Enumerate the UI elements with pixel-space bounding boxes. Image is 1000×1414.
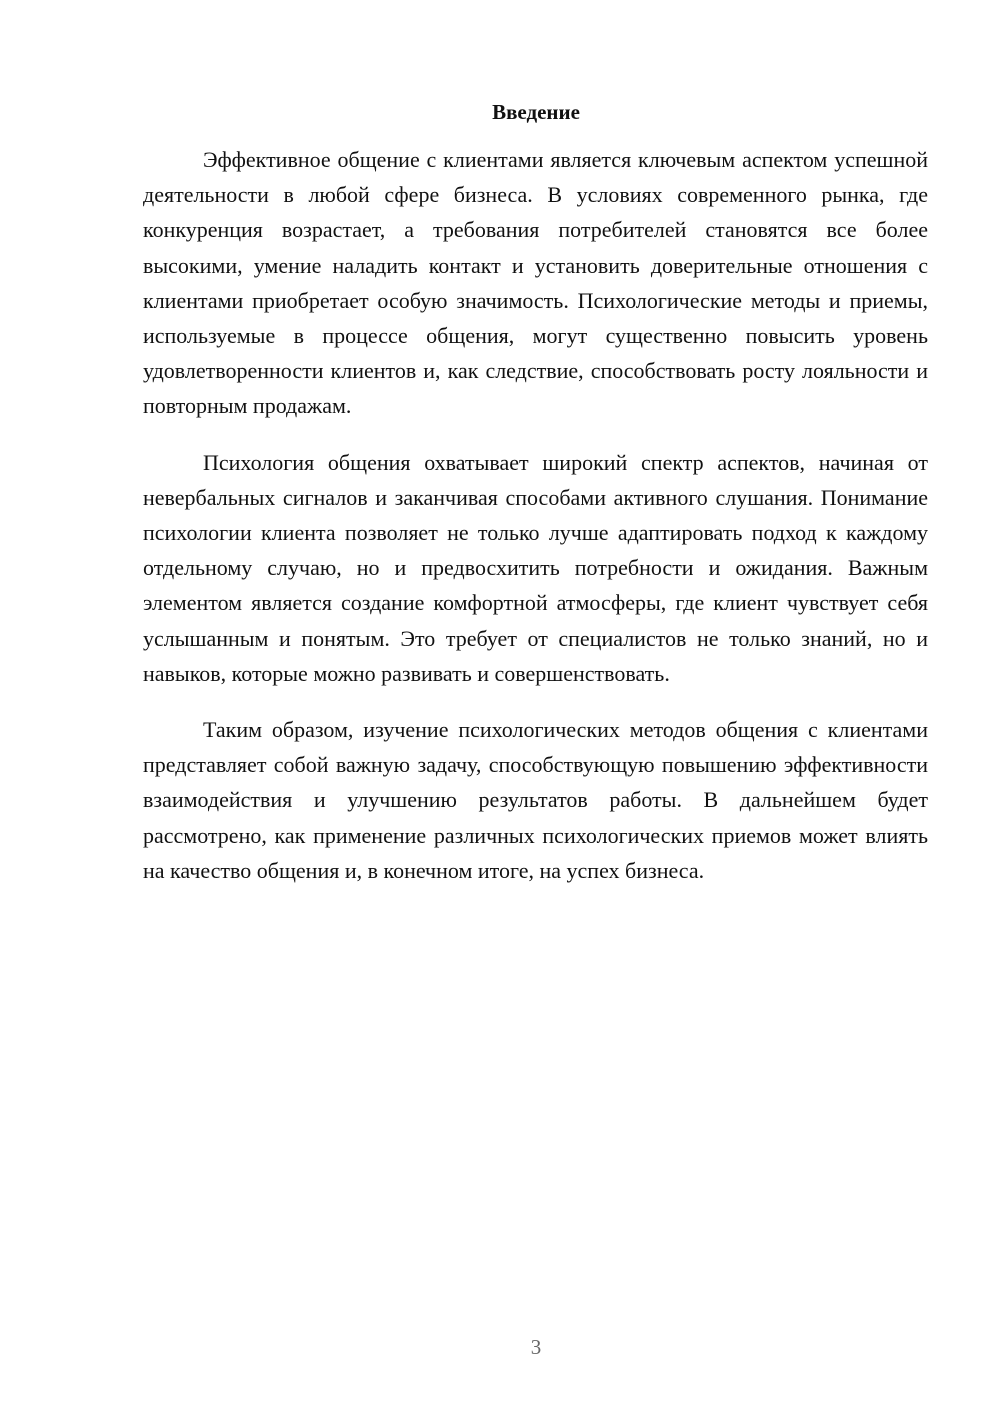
page-number: 3: [530, 1335, 542, 1359]
paragraph-2: Психология общения охватывает широкий спектр аспектов, начиная от невербальных сигналов и заканчивая способами активного слушания. Понимание психологии клиента позволяет не только лучше адаптировать подход к каждому отдельному случаю, но и предвосхитить потребности и ожидания. Важным элементом является создание комфортной атмосферы, где клиент чувствует себя услышанным и понятым. Это требует от специалистов не только знаний, но и навыков, которые можно развивать и совершенствовать.: [143, 449, 928, 686]
body-text: [143, 142, 928, 909]
paragraph-3: Таким образом, изучение психологических методов общения с клиентами представляет собой важную задачу, способствующую повышению эффективности взаимодействия и улучшению результатов работы. В дальнейшем будет рассмотрено, как применение различных психологических приемов может влиять на качество общения и, в конечном итоге, на успех бизнеса.: [143, 717, 928, 883]
section-heading: Введение: [492, 100, 580, 124]
paragraph-1: Эффективное общение с клиентами является ключевым аспектом успешной деятельности в любой сфере бизнеса. В условиях современного рынка, где конкуренция возрастает, а требования потребителей становятся все более высокими, умение наладить контакт и установить доверительные отношения с клиентами приобретает особую значимость. Психологические методы и приемы, используемые в процессе общения, могут существенно повысить уровень удовлетворенности клиентов и, как следствие, способствовать росту лояльности и повторным продажам.: [143, 147, 928, 419]
